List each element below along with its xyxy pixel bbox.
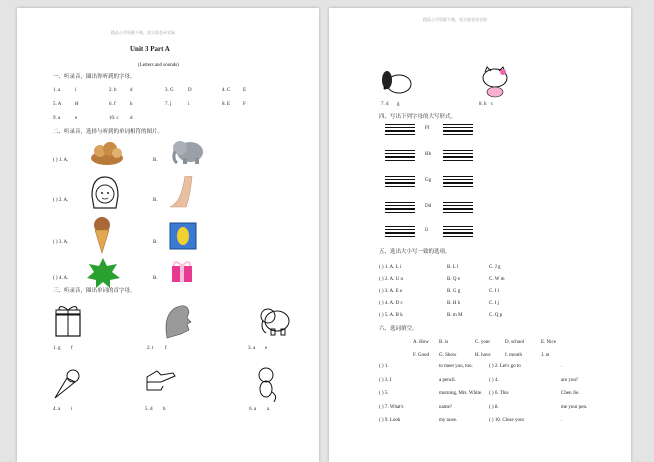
- option-label: B. Q e: [447, 277, 460, 282]
- letter-prompt: Gg: [425, 178, 432, 183]
- writing-lines-left: [385, 124, 415, 137]
- question-label: ( ) 6. This: [489, 391, 509, 396]
- letter-choice: 8. E: [222, 102, 231, 107]
- question-label: ( ) 2. Let's go to: [489, 364, 521, 369]
- letter-choice: E: [243, 88, 247, 93]
- word-bank-option: G. Show: [439, 353, 457, 358]
- section-3-heading: 三、听录音，圈出单词的首字母。: [53, 288, 136, 294]
- word-choice: 7. d: [381, 102, 389, 107]
- question-label: ( ) 1.: [379, 364, 389, 369]
- bread-basket-icon: [89, 138, 125, 166]
- option-label: B.: [153, 276, 158, 281]
- pointing-hand-icon: [145, 368, 177, 394]
- blue-box-icon: [167, 220, 199, 252]
- option-label: B. G g: [447, 289, 461, 294]
- writing-lines-right: [443, 124, 473, 137]
- page-header: 精品小学资源下载，请立即登录官网: [111, 30, 175, 35]
- writing-lines-right: [443, 176, 473, 189]
- word-choice: 3. a: [248, 346, 256, 351]
- letter-choice: h: [130, 102, 133, 107]
- question-label: ( ) 8.: [489, 404, 499, 410]
- word-choice: 6. a: [249, 407, 257, 412]
- elephant-outline-icon: [259, 304, 293, 338]
- word-choice: c: [491, 102, 494, 107]
- gift-outline-icon: [53, 304, 83, 338]
- letter-choice: D: [188, 88, 192, 93]
- question-label: ( ) 2. A.: [53, 198, 69, 203]
- sentence-text: to meet you, too.: [439, 364, 473, 369]
- question-label: ( ) 3. A. E e: [379, 289, 403, 294]
- question-label: ( ) 7. What's: [379, 404, 404, 410]
- worksheet-page-1: [17, 8, 319, 462]
- option-label: C. I l: [489, 289, 500, 294]
- green-splat-icon: [86, 256, 120, 288]
- letter-prompt: Ii: [425, 228, 429, 233]
- section-4-heading: 四、写出下列字母的大写形式。: [379, 114, 457, 120]
- letter-prompt: Ff: [425, 126, 430, 131]
- girl-face-icon: [89, 176, 121, 210]
- letter-choice: 6. f: [109, 102, 116, 107]
- word-bank-option: I. mouth: [505, 353, 522, 358]
- letter-choice: e: [75, 116, 78, 121]
- letter-prompt: Hh: [425, 152, 432, 157]
- word-choice: 8. h: [479, 102, 487, 107]
- face-profile-icon: [163, 304, 193, 340]
- letter-choice: F: [243, 102, 246, 107]
- option-label: C. Q p: [489, 313, 503, 318]
- sentence-text: .: [561, 418, 563, 423]
- section-6-heading: 六、选词填空。: [379, 326, 418, 332]
- question-label: ( ) 3. A.: [53, 240, 69, 245]
- word-choice: a: [267, 407, 270, 412]
- worksheet-page-2: [329, 8, 631, 462]
- word-bank-option: F. Good: [413, 353, 429, 358]
- letter-choice: 5. A: [53, 102, 62, 107]
- sentence-text: a pencil.: [439, 377, 456, 383]
- writing-lines-right: [443, 226, 473, 239]
- question-label: ( ) 1. A. L i: [379, 265, 402, 270]
- letter-choice: d: [130, 116, 133, 121]
- word-bank-option: H. have: [475, 353, 491, 358]
- ice-cream-outline-icon: [53, 368, 83, 400]
- word-bank-option: D. school: [505, 340, 525, 345]
- word-choice: f: [71, 346, 73, 351]
- question-label: ( ) 3. I: [379, 377, 392, 383]
- option-label: B. L l: [447, 265, 459, 270]
- letter-choice: 10. c: [109, 116, 119, 121]
- gift-box-icon: [169, 258, 195, 284]
- word-choice: 4. a: [53, 407, 61, 412]
- ice-cream-icon: [89, 216, 115, 254]
- sentence-text: .: [561, 364, 563, 369]
- section-1-heading: 一、听录音，圈出你听到的字母。: [53, 74, 136, 80]
- option-label: B. H h: [447, 301, 461, 306]
- option-label: B. m M: [447, 313, 463, 318]
- letter-choice: d: [130, 88, 133, 93]
- letter-choice: 7. j: [165, 102, 172, 107]
- word-choice: f: [165, 346, 167, 351]
- hello-kitty-icon: [479, 66, 511, 98]
- letter-choice: 1. a: [53, 88, 61, 93]
- section-5-heading: 五、选出大小写一致的选项。: [379, 249, 451, 255]
- word-bank-option: A. How: [413, 340, 429, 345]
- question-label: ( ) 4.: [489, 377, 499, 383]
- question-label: ( ) 1. A.: [53, 158, 69, 163]
- word-bank-option: E. Nice: [541, 340, 556, 345]
- leg-icon: [169, 176, 197, 210]
- writing-lines-left: [385, 150, 415, 163]
- dog-icon: [379, 68, 413, 98]
- letter-choice: 9. a: [53, 116, 61, 121]
- sentence-text: morning, Mrs. White.: [439, 391, 483, 396]
- option-label: C. J g: [489, 265, 501, 270]
- option-label: C. I j: [489, 301, 500, 306]
- letter-choice: H: [75, 102, 79, 107]
- question-label: ( ) 2. A. U u: [379, 277, 404, 282]
- question-label: ( ) 4. A.: [53, 276, 69, 281]
- monkey-icon: [253, 366, 279, 402]
- question-label: ( ) 10. Close your: [489, 418, 525, 423]
- word-choice: g: [397, 102, 400, 107]
- elephant-icon: [171, 137, 205, 165]
- sentence-text: my nose.: [439, 418, 458, 423]
- writing-lines-left: [385, 226, 415, 239]
- word-choice: e: [265, 346, 268, 351]
- worksheet-subtitle: (Letters and sounds): [138, 63, 179, 68]
- question-label: ( ) 9. Look: [379, 418, 401, 423]
- section-2-heading: 二、听录音，选择与听到的单词相符的图片。: [53, 129, 164, 135]
- letter-choice: 4. C: [222, 88, 231, 93]
- word-bank-option: B. is: [439, 340, 449, 345]
- word-bank-option: C. your: [475, 340, 490, 345]
- option-label: C. W m: [489, 277, 505, 282]
- word-bank-option: J. at: [541, 353, 550, 358]
- word-choice: i: [71, 407, 73, 412]
- word-choice: 5. d: [145, 407, 153, 412]
- sentence-text: are you?: [561, 377, 579, 383]
- word-choice: 1. g: [53, 346, 61, 351]
- question-label: ( ) 4. A. D c: [379, 301, 403, 306]
- option-label: B.: [153, 240, 158, 245]
- sentence-text: me your pen.: [561, 404, 588, 410]
- option-label: B.: [153, 158, 158, 163]
- sentence-text: Chen Jie.: [561, 391, 580, 396]
- option-label: B.: [153, 198, 158, 203]
- writing-lines-left: [385, 176, 415, 189]
- letter-choice: i: [188, 102, 190, 107]
- writing-lines-right: [443, 202, 473, 215]
- letter-choice: 2. b: [109, 88, 117, 93]
- question-label: ( ) 5. A. B k: [379, 313, 403, 318]
- worksheet-title: Unit 3 Part A: [130, 45, 170, 53]
- word-choice: 2. t: [147, 346, 154, 351]
- writing-lines-left: [385, 202, 415, 215]
- word-choice: h: [163, 407, 166, 412]
- page-header: 精品小学资源下载，请立即登录官网: [423, 17, 487, 22]
- sentence-text: name?: [439, 404, 453, 410]
- question-label: ( ) 5.: [379, 391, 389, 396]
- writing-lines-right: [443, 150, 473, 163]
- letter-prompt: Dd: [425, 204, 432, 209]
- letter-choice: i: [75, 88, 77, 93]
- letter-choice: 3. G: [165, 88, 174, 93]
